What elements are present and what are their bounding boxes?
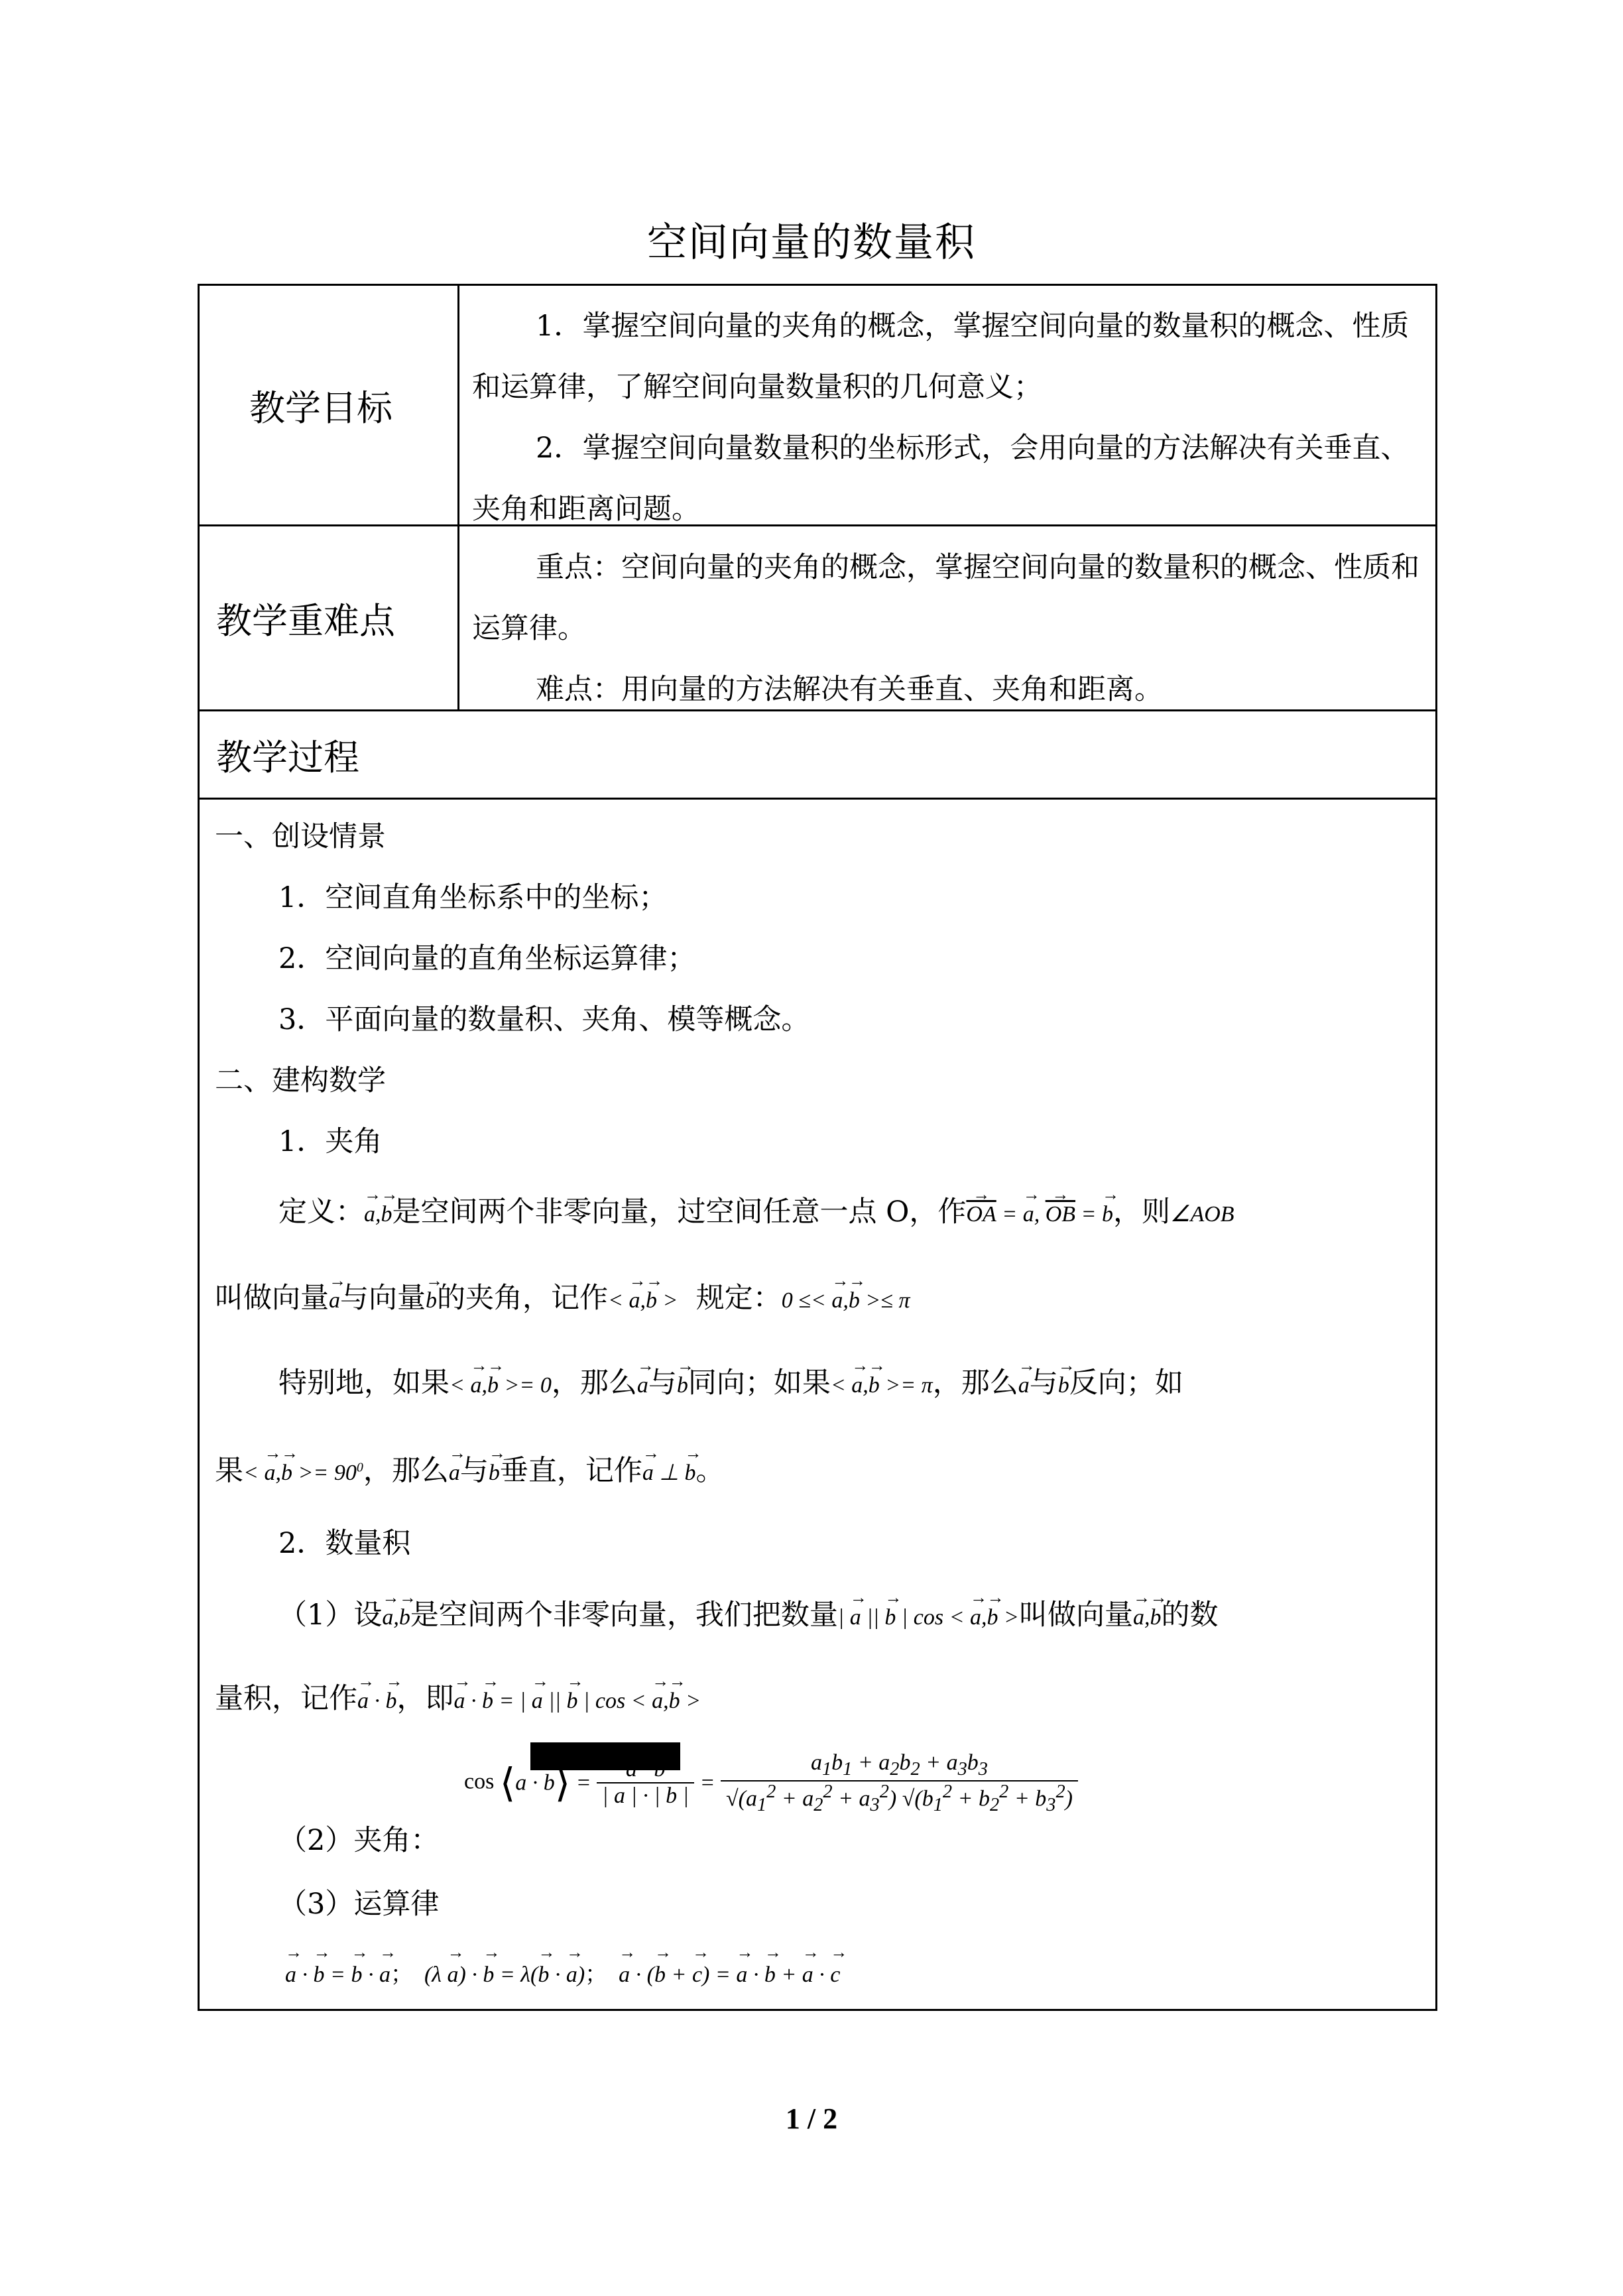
objectives-text (472, 296, 1420, 540)
dot-2b: ，即 (396, 1682, 454, 1715)
vector-a-b: → a,→ b (382, 1605, 410, 1630)
sp-j: 与 (459, 1454, 489, 1488)
vector-a-b: → a,→ b (1133, 1605, 1162, 1630)
sp-b: ，那么 (551, 1366, 637, 1400)
dot-1c: 叫做向量 (1019, 1599, 1133, 1632)
angle-definition-line-2 (215, 1268, 910, 1331)
def-text-3: ，则 (1112, 1195, 1170, 1229)
angle-heading: 1．夹角 (278, 1125, 383, 1158)
def-line2-b: 与向量 (340, 1282, 426, 1315)
sp-c: 与 (648, 1366, 677, 1400)
def-text-1: 定义： (278, 1195, 364, 1229)
sp-d: 同向；如果 (688, 1366, 831, 1400)
vector-a: → a (1018, 1355, 1030, 1416)
formula-oa-ob: → $\overline{OA}$ = → a, → $\overline{OB}$ = → b (966, 1202, 1113, 1227)
angle-notation: < → a,→ b > (608, 1288, 678, 1313)
special-cases-line-2 (215, 1437, 724, 1504)
page-number: 1 / 2 (785, 2102, 838, 2135)
vector-b: → b (426, 1270, 437, 1331)
operation-laws: → a · → b = → b · → a； (λ → a) · → b = λ(→ b · → a)； → a · (→ b + → c) = → a · → b + → a · → c (285, 1956, 840, 1988)
cosine-formula: cos ⟨a · b⟩ = $\frac{a \cdot b}{| a | \cdot | b |}$ = $\frac{a_1b_1 + a_2b_2 + a_3b_3}{√(a_1^2 + a_2^2 + a_3^2) √(b_1^2 + b_2^2 + b_3^2)}$ (464, 1750, 1078, 1816)
objectives-item-2: 2．掌握空间向量数量积的坐标形式，会用向量的方法解决有关垂直、夹角和距离问题。 (472, 432, 1410, 526)
vector-b: → b (489, 1443, 500, 1504)
dot-product-line-1 (278, 1585, 1219, 1648)
angle-pi: < → a,→ b >= π (831, 1373, 933, 1398)
magnitude-cos: | → a || → b | cos < → a,→ b > (838, 1605, 1019, 1630)
angle-zero: < → a,→ b >= 0 (450, 1373, 552, 1398)
def-line2-d: 规定： (695, 1282, 782, 1315)
objectives-item-1: 1．掌握空间向量的夹角的概念，掌握空间向量的数量积的概念、性质和运算律，了解空间向量数量积的几何意义； (472, 310, 1410, 404)
dot-product-line-2 (215, 1668, 701, 1732)
perpendicular-notation: → a ⊥ → b (642, 1461, 696, 1485)
objectives-divider (457, 284, 459, 526)
angle-range: 0 ≤< → a,→ b >≤ π (782, 1288, 910, 1313)
keypoints-divider (457, 524, 459, 711)
section-1-heading: 一、创设情景 (215, 820, 386, 853)
sp-f: 与 (1029, 1366, 1058, 1400)
def-line2-c: 的夹角，记作 (437, 1282, 608, 1315)
section-1-item: 1．空间直角坐标系中的坐标； (278, 881, 668, 914)
sp-g: 反向；如 (1069, 1366, 1183, 1400)
def-line2-a: 叫做向量 (215, 1282, 329, 1315)
process-label: 教学过程 (216, 736, 359, 778)
keypoints-label: 教学重难点 (216, 599, 395, 642)
dot-notation: → a · → b (357, 1689, 397, 1713)
vector-b: → b (1058, 1355, 1069, 1416)
dot-definition: → a · → b = | → a || → b | cos < → a,→ b > (454, 1689, 701, 1713)
section-1-item: 3．平面向量的数量积、夹角、模等概念。 (278, 1003, 810, 1036)
page-title: 空间向量的数量积 (647, 219, 976, 266)
def-text-2: 是空间两个非零向量，过空间任意一点 O，作 (392, 1195, 967, 1229)
dot-1d: 的数 (1161, 1599, 1219, 1632)
sp-e: ，那么 (932, 1366, 1018, 1400)
dot-2a: 量积，记作 (215, 1682, 357, 1715)
keypoints-item-1: 重点：空间向量的夹角的概念，掌握空间向量的数量积的概念、性质和运算律。 (472, 551, 1419, 645)
dot-product-heading: 2．数量积 (278, 1527, 411, 1560)
dot-1a: （1）设 (278, 1599, 383, 1632)
sp-l: 。 (695, 1454, 725, 1488)
angle-definition-line-1 (278, 1181, 1234, 1245)
sp-i: ，那么 (363, 1454, 449, 1488)
vector-a-b: → a,→ b (364, 1202, 392, 1227)
vector-a: → a (449, 1443, 460, 1504)
vector-a: → a (329, 1270, 340, 1331)
special-cases-line-1 (278, 1353, 1183, 1416)
sp-a: 特别地，如果 (278, 1366, 450, 1400)
angle-aob: ∠AOB (1170, 1202, 1234, 1227)
vector-a: → a (637, 1355, 648, 1416)
sp-k: 垂直，记作 (499, 1454, 642, 1488)
objectives-label: 教学目标 (249, 387, 392, 429)
section-2-heading: 二、建构数学 (215, 1064, 386, 1097)
keypoints-text (472, 537, 1420, 720)
sp-h: 果 (215, 1454, 243, 1488)
keypoints-item-2: 难点：用向量的方法解决有关垂直、夹角和距离。 (536, 673, 1163, 706)
angle-90: < → $a,\to b >= 90^0$ (243, 1461, 363, 1485)
law-item: （3）运算律 (278, 1888, 440, 1921)
angle-item: （2）夹角： (278, 1824, 440, 1857)
section-1-item: 2．空间向量的直角坐标运算律； (278, 942, 696, 975)
dot-1b: 是空间两个非零向量，我们把数量 (410, 1599, 838, 1632)
vector-b: → b (677, 1355, 688, 1416)
